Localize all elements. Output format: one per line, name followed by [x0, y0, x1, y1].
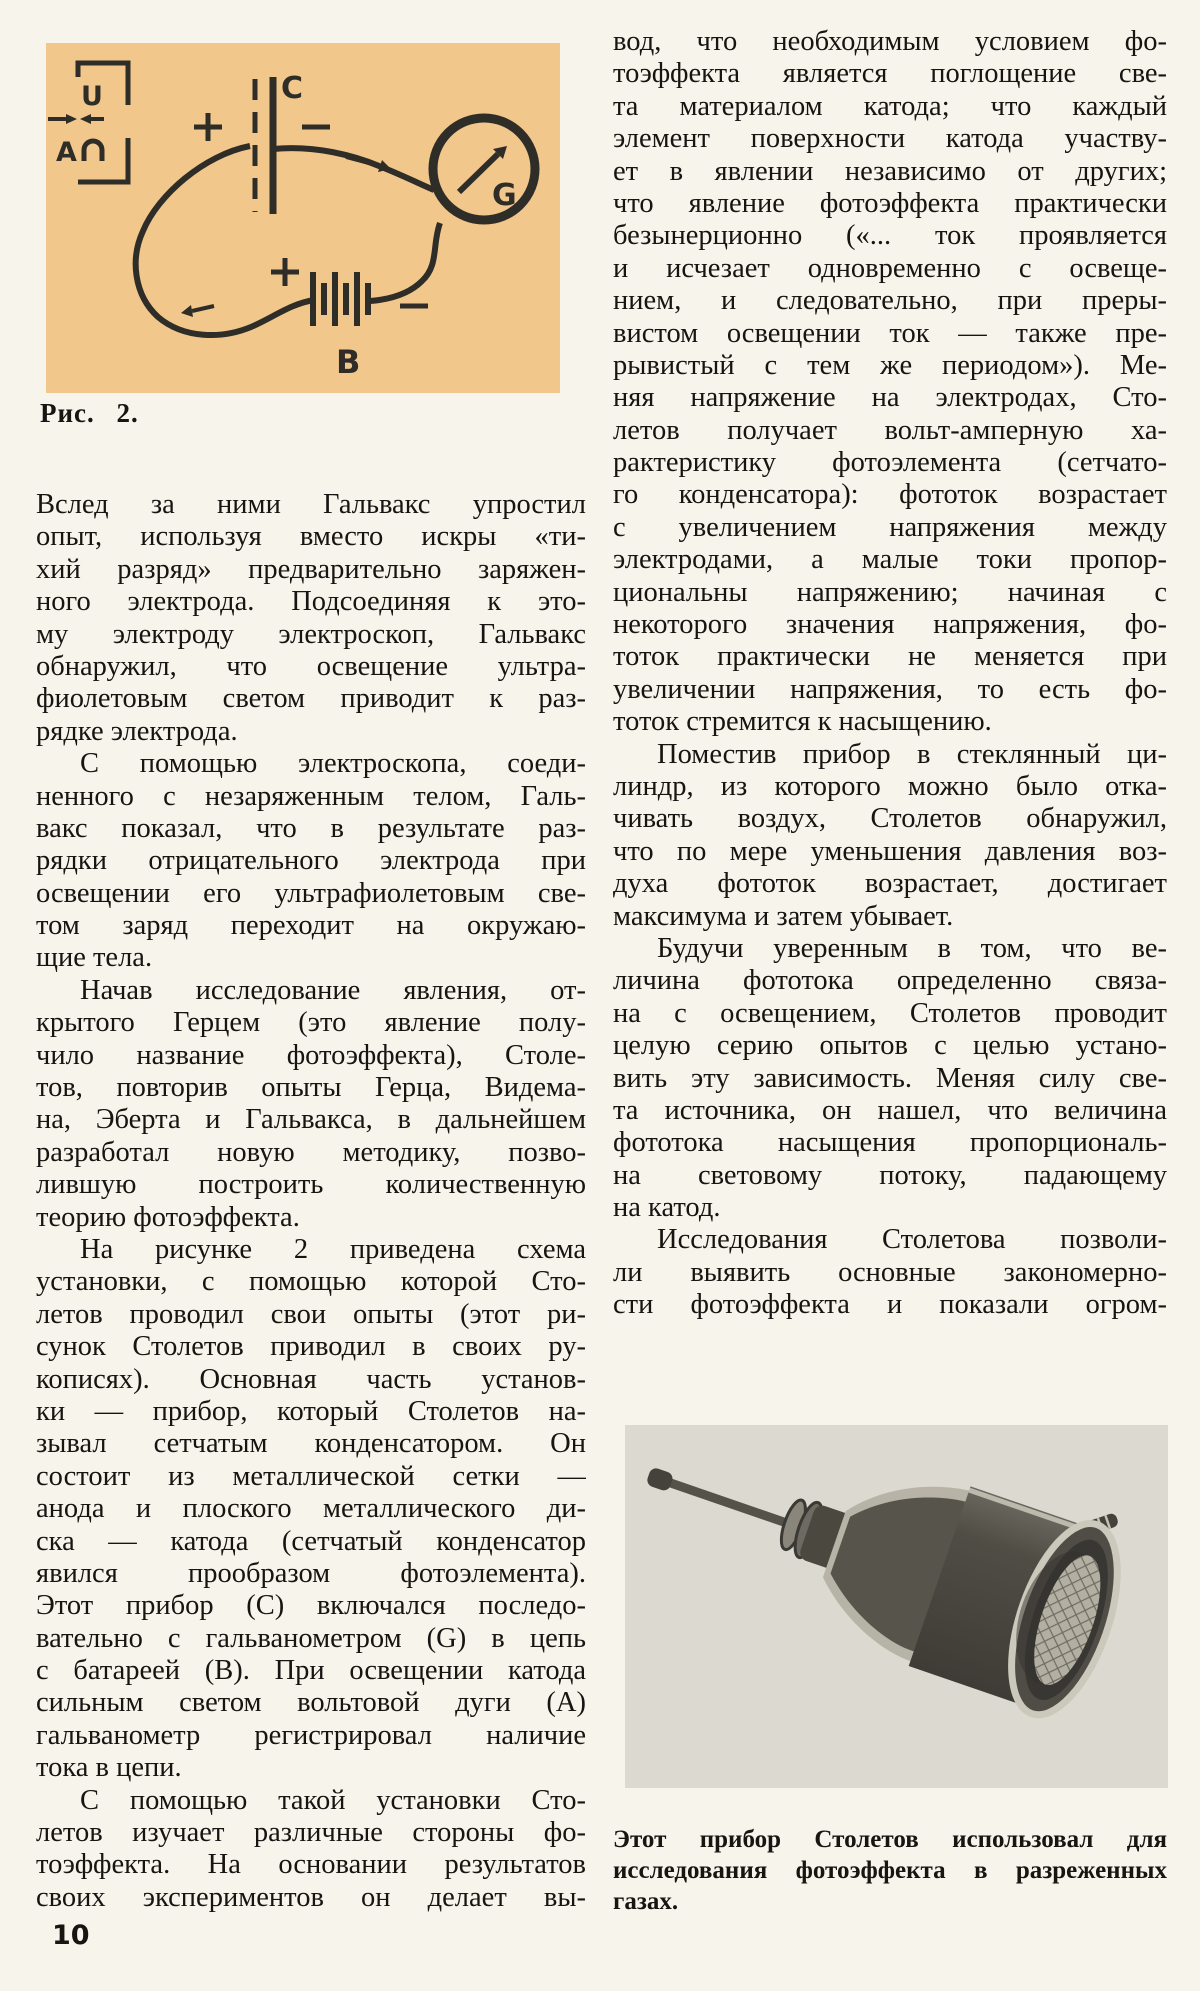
text-line: Будучи уверенным в том, что ве-	[657, 932, 1167, 964]
text-line: рядки отрицательного электрода при	[36, 845, 586, 877]
text-line: что явление фотоэффекта практически	[613, 187, 1167, 219]
text-line: С помощью такой установки Сто-	[80, 1784, 586, 1816]
right-text-column	[613, 26, 1167, 1322]
text-line: нием, и следовательно, при преры-	[613, 285, 1167, 317]
capacitor-label: C	[281, 71, 304, 106]
text-line: рактеристику фотоэлемента (сетчато-	[613, 447, 1167, 479]
left-text-column	[36, 489, 586, 1914]
text-line: с батареей (B). При освещении катода	[36, 1655, 586, 1687]
figure-2-circuit	[46, 43, 560, 393]
text-line: линдр, из которого можно было отка-	[613, 770, 1167, 802]
text-line: рядке электрода.	[36, 715, 238, 747]
text-line: зывал сетчатым конденсатором. Он	[36, 1428, 586, 1460]
page-number: 10	[52, 1920, 90, 1951]
battery-label: B	[336, 343, 361, 381]
text-line: летов получает вольт-амперную ха-	[613, 414, 1167, 446]
text-line: с увеличением напряжения между	[613, 511, 1167, 543]
text-line: ли выявить основные закономерно-	[613, 1256, 1167, 1288]
text-line: на катод.	[613, 1192, 721, 1224]
current-arrow-loop-head	[181, 305, 193, 317]
text-line: фототока насыщения пропорциональ-	[613, 1127, 1167, 1159]
text-line: явился прообразом фотоэлемента).	[36, 1557, 586, 1589]
text-line: ет в явлении независимо от других;	[613, 155, 1167, 187]
text-line: ного электрода. Подсоединяя к это-	[36, 586, 586, 618]
text-line: лившую построить количественную	[36, 1169, 586, 1201]
text-line: С помощью электроскопа, соеди-	[80, 748, 586, 780]
text-line: электродами, а малые токи пропор-	[613, 544, 1167, 576]
galvanometer-label: G	[492, 178, 517, 213]
battery-plus-sign	[271, 258, 299, 286]
text-line: няя напряжение на электродах, Сто-	[613, 382, 1167, 414]
text-line: что по мере уменьшения давления воз-	[613, 835, 1167, 867]
text-line: чивать воздух, Столетов обнаружил,	[613, 803, 1167, 835]
wire-galvanometer-battery	[370, 223, 440, 301]
text-line: та источника, он нашел, что величина	[613, 1094, 1167, 1126]
text-line: личина фототока определенно связа-	[613, 965, 1167, 997]
text-line: том заряд переходит на окружаю-	[36, 910, 586, 942]
text-line: сильным светом вольтовой дуги (A)	[36, 1687, 586, 1719]
text-line: Этот прибор Столетов использовал для	[613, 1826, 1167, 1853]
device-photo-svg	[625, 1425, 1168, 1788]
text-line: го конденсатора): фототок возрастает	[613, 479, 1167, 511]
text-line: на световому потоку, падающему	[613, 1159, 1167, 1191]
text-line: на, Эберта и Гальвакса, в дальнейшем	[36, 1104, 586, 1136]
text-line: гальванометр регистрировал наличие	[36, 1719, 586, 1751]
text-line: вакс показал, что в результате раз-	[36, 812, 586, 844]
text-line: ска — катода (сетчатый конденсатор	[36, 1525, 586, 1557]
text-line: газах.	[613, 1888, 679, 1915]
text-line: элемент поверхности катода участву-	[613, 123, 1167, 155]
text-line: крытого Герцем (это явление полу-	[36, 1007, 586, 1039]
current-arrow-loop-line	[192, 306, 214, 311]
wire-top	[273, 148, 434, 190]
text-line: состоит из металлической сетки —	[36, 1460, 586, 1492]
text-line: тоток стремится к насыщению.	[613, 706, 992, 738]
capacitor-plus-sign	[194, 113, 222, 141]
text-line: сунок Столетов приводил в своих ру-	[36, 1331, 586, 1363]
text-line: анода и плоского металлического ди-	[36, 1493, 586, 1525]
text-line: тоток практически не меняется при	[613, 641, 1167, 673]
text-line: духа фототок возрастает, достигает	[613, 868, 1167, 900]
text-line: ненного с незаряженным телом, Галь-	[36, 780, 586, 812]
arc-lamp-label-u: U	[81, 81, 103, 112]
text-line: На рисунке 2 приведена схема	[80, 1233, 586, 1265]
text-line: Начав исследование явления, от-	[80, 974, 586, 1006]
text-line: вистом освещении ток — также пре-	[613, 317, 1167, 349]
text-line: ки — прибор, который Столетов на-	[36, 1395, 586, 1427]
text-line: сти фотоэффекта и показали огром-	[613, 1289, 1167, 1321]
text-line: тоэффекта. На основании результатов	[36, 1849, 586, 1881]
text-line: разработал новую методику, позво-	[36, 1136, 586, 1168]
text-line: Этот прибор (C) включался последо-	[36, 1590, 586, 1622]
text-line: вить эту зависимость. Меняя силу све-	[613, 1062, 1167, 1094]
text-line: безынерционно («... ток проявляется	[613, 220, 1167, 252]
text-line: тоэффекта является поглощение све-	[613, 58, 1167, 90]
text-line: своих экспериментов он делает вы-	[36, 1881, 586, 1913]
circuit-diagram-svg	[46, 43, 560, 393]
text-line: освещении его ультрафиолетовым све-	[36, 877, 586, 909]
text-line: обнаружил, что освещение ультра-	[36, 650, 586, 682]
text-line: хий разряд» предварительно заряжен-	[36, 553, 586, 585]
text-line: чило название фотоэффекта), Столе-	[36, 1039, 586, 1071]
text-line: максимума и затем убывает.	[613, 900, 954, 932]
text-line: тока в цепи.	[36, 1752, 182, 1784]
text-line: тов, повторив опыты Герца, Видема-	[36, 1072, 586, 1104]
arc-lamp-electrode-glyph	[84, 141, 102, 161]
text-line: опыт, используя вместо искры «ти-	[36, 521, 586, 553]
figure-caption: Рис. 2.	[40, 398, 139, 428]
text-line: теорию фотоэффекта.	[36, 1201, 300, 1233]
text-line: рывистый с тем же периодом»). Ме-	[613, 349, 1167, 381]
text-line: кописях). Основная часть установ-	[36, 1363, 586, 1395]
photo-caption	[613, 1824, 1167, 1917]
text-line: щие тела.	[36, 942, 153, 974]
arc-lamp-label-a: A	[56, 137, 77, 168]
text-line: некоторого значения напряжения, фо-	[613, 609, 1167, 641]
text-line: летов проводил свои опыты (этот ри-	[36, 1298, 586, 1330]
text-line: Исследования Столетова позволи-	[657, 1224, 1167, 1256]
text-line: на с освещением, Столетов проводит	[613, 997, 1167, 1029]
text-line: исследования фотоэффекта в разреженных	[613, 1857, 1167, 1884]
text-line: Поместив прибор в стеклянный ци-	[657, 738, 1167, 770]
device-photo	[625, 1425, 1168, 1788]
text-line: и исчезает одновременно с освеще-	[613, 252, 1167, 284]
text-line: установки, с помощью которой Сто-	[36, 1266, 586, 1298]
text-line: вод, что необходимым условием фо-	[613, 26, 1167, 57]
text-line: му электроду электроскоп, Гальвакс	[36, 618, 586, 650]
arc-arrow-left-head	[80, 114, 91, 124]
text-line: фиолетовым светом приводит к раз-	[36, 683, 586, 715]
text-line: летов изучает различные стороны фо-	[36, 1817, 586, 1849]
text-line: Вслед за ними Гальвакс упростил	[36, 489, 586, 520]
text-line: та материалом катода; что каждый	[613, 90, 1167, 122]
text-line: увеличении напряжения, то есть фо-	[613, 673, 1167, 705]
text-line: циональны напряжению; начиная с	[613, 576, 1167, 608]
battery-plates	[313, 272, 368, 326]
text-line: целую серию опытов с целью устано-	[613, 1030, 1167, 1062]
arc-arrow-right-head	[66, 114, 77, 124]
text-line: вательно с гальванометром (G) в цепь	[36, 1622, 586, 1654]
wire-left-loop	[136, 146, 314, 335]
